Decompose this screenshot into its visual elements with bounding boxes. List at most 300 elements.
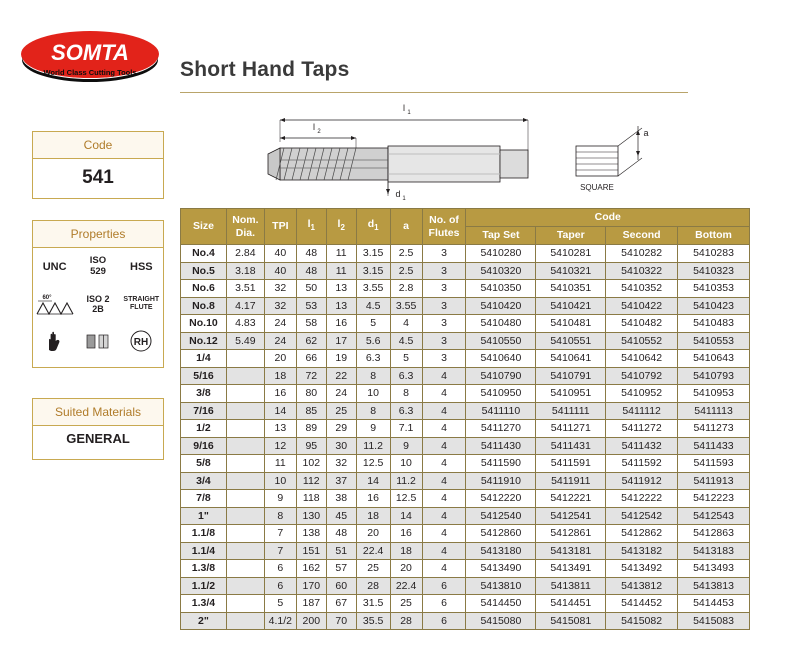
cell-l1: 170 bbox=[296, 577, 326, 595]
table-row bbox=[181, 280, 750, 298]
svg-text:1: 1 bbox=[402, 196, 406, 202]
cell-flutes: 4 bbox=[422, 385, 466, 403]
cell-tap_set: 5412540 bbox=[466, 507, 536, 525]
cell-taper: 5410791 bbox=[536, 367, 606, 385]
cell-d1: 5.6 bbox=[356, 332, 390, 350]
table-header-row-1 bbox=[181, 209, 750, 227]
cell-flutes: 4 bbox=[422, 455, 466, 473]
svg-text:SOMTA: SOMTA bbox=[51, 40, 129, 65]
cell-l2: 24 bbox=[326, 385, 356, 403]
cell-size: 1.1/2 bbox=[181, 577, 227, 595]
properties-grid bbox=[33, 248, 163, 360]
properties-row-1 bbox=[33, 248, 163, 285]
cell-l2: 45 bbox=[326, 507, 356, 525]
th-nom-dia-line1: Nom. bbox=[232, 214, 259, 227]
cell-taper: 5413491 bbox=[536, 560, 606, 578]
cell-l1: 95 bbox=[296, 437, 326, 455]
cell-tpi: 24 bbox=[264, 332, 296, 350]
cell-l1: 187 bbox=[296, 595, 326, 613]
cell-l1: 48 bbox=[296, 262, 326, 280]
cell-flutes: 3 bbox=[422, 245, 466, 263]
cell-second: 5410482 bbox=[606, 315, 678, 333]
cell-taper: 5410321 bbox=[536, 262, 606, 280]
cell-flutes: 4 bbox=[422, 437, 466, 455]
cell-a: 25 bbox=[390, 595, 422, 613]
thread-angle-icon bbox=[33, 290, 76, 318]
svg-text:SQUARE: SQUARE bbox=[580, 183, 614, 192]
cell-l2: 32 bbox=[326, 455, 356, 473]
code-panel-heading: Code bbox=[33, 132, 163, 159]
cell-tpi: 24 bbox=[264, 315, 296, 333]
cell-tap_set: 5415080 bbox=[466, 612, 536, 630]
cell-taper: 5410351 bbox=[536, 280, 606, 298]
cell-l2: 57 bbox=[326, 560, 356, 578]
right-hand-rotation-icon bbox=[120, 328, 163, 354]
cell-nom bbox=[226, 542, 264, 560]
th-code-group: Code bbox=[466, 209, 750, 227]
cell-a: 18 bbox=[390, 542, 422, 560]
flute-line-2: FLUTE bbox=[130, 303, 153, 311]
table-row bbox=[181, 262, 750, 280]
cell-taper: 5412221 bbox=[536, 490, 606, 508]
cell-flutes: 6 bbox=[422, 595, 466, 613]
cell-d1: 12.5 bbox=[356, 455, 390, 473]
cell-d1: 8 bbox=[356, 402, 390, 420]
table-row bbox=[181, 560, 750, 578]
cell-second: 5411432 bbox=[606, 437, 678, 455]
rh-svg bbox=[126, 328, 156, 354]
cell-a: 7.1 bbox=[390, 420, 422, 438]
svg-text:l: l bbox=[403, 103, 405, 113]
cell-flutes: 4 bbox=[422, 402, 466, 420]
cell-second: 5410422 bbox=[606, 297, 678, 315]
cell-a: 20 bbox=[390, 560, 422, 578]
cell-l2: 37 bbox=[326, 472, 356, 490]
cell-d1: 28 bbox=[356, 577, 390, 595]
th-taper: Taper bbox=[536, 227, 606, 245]
table-row bbox=[181, 455, 750, 473]
suited-materials-value: GENERAL bbox=[66, 431, 130, 446]
cell-taper: 5415081 bbox=[536, 612, 606, 630]
cell-nom: 5.49 bbox=[226, 332, 264, 350]
cell-size: 7/8 bbox=[181, 490, 227, 508]
th-flutes-line1: No. of bbox=[429, 214, 459, 227]
cell-size: No.6 bbox=[181, 280, 227, 298]
cell-l1: 50 bbox=[296, 280, 326, 298]
flute-line-1: STRAIGHT bbox=[123, 295, 160, 303]
cell-size: 1/4 bbox=[181, 350, 227, 368]
cell-d1: 3.15 bbox=[356, 245, 390, 263]
cell-size: No.5 bbox=[181, 262, 227, 280]
table-row bbox=[181, 577, 750, 595]
cell-l2: 13 bbox=[326, 280, 356, 298]
cell-flutes: 4 bbox=[422, 560, 466, 578]
th-tpi: TPI bbox=[264, 209, 296, 245]
hand-icon bbox=[33, 328, 76, 354]
cell-a: 28 bbox=[390, 612, 422, 630]
table-row bbox=[181, 490, 750, 508]
cell-bottom: 5410353 bbox=[678, 280, 750, 298]
cell-flutes: 4 bbox=[422, 367, 466, 385]
cell-second: 5411912 bbox=[606, 472, 678, 490]
cell-size: 7/16 bbox=[181, 402, 227, 420]
cell-bottom: 5410553 bbox=[678, 332, 750, 350]
cell-taper: 5410481 bbox=[536, 315, 606, 333]
cell-nom bbox=[226, 350, 264, 368]
cell-taper: 5410281 bbox=[536, 245, 606, 263]
cell-size: 1/2 bbox=[181, 420, 227, 438]
cell-tpi: 20 bbox=[264, 350, 296, 368]
th-flutes bbox=[422, 209, 466, 245]
iso-line-2: 529 bbox=[90, 265, 106, 277]
table-row bbox=[181, 612, 750, 630]
cell-l2: 60 bbox=[326, 577, 356, 595]
cell-second: 5410322 bbox=[606, 262, 678, 280]
svg-text:RH: RH bbox=[134, 337, 149, 349]
cell-taper: 5410421 bbox=[536, 297, 606, 315]
cell-tap_set: 5411270 bbox=[466, 420, 536, 438]
cell-l1: 102 bbox=[296, 455, 326, 473]
logo-svg bbox=[18, 28, 168, 90]
cell-nom bbox=[226, 595, 264, 613]
cell-a: 16 bbox=[390, 525, 422, 543]
th-a: a bbox=[390, 209, 422, 245]
cell-tap_set: 5410550 bbox=[466, 332, 536, 350]
cell-size: 1.1/4 bbox=[181, 542, 227, 560]
cell-a: 9 bbox=[390, 437, 422, 455]
cell-tpi: 8 bbox=[264, 507, 296, 525]
cell-l1: 80 bbox=[296, 385, 326, 403]
cell-second: 5413182 bbox=[606, 542, 678, 560]
cell-flutes: 6 bbox=[422, 612, 466, 630]
cell-l2: 67 bbox=[326, 595, 356, 613]
cell-flutes: 4 bbox=[422, 507, 466, 525]
cell-bottom: 5413183 bbox=[678, 542, 750, 560]
cell-size: 2" bbox=[181, 612, 227, 630]
cell-size: 5/16 bbox=[181, 367, 227, 385]
cell-d1: 10 bbox=[356, 385, 390, 403]
cell-bottom: 5412543 bbox=[678, 507, 750, 525]
cell-flutes: 3 bbox=[422, 350, 466, 368]
cell-second: 5410952 bbox=[606, 385, 678, 403]
cell-flutes: 3 bbox=[422, 280, 466, 298]
cell-tap_set: 5413490 bbox=[466, 560, 536, 578]
cell-size: No.4 bbox=[181, 245, 227, 263]
cell-taper: 5412541 bbox=[536, 507, 606, 525]
cell-tpi: 16 bbox=[264, 385, 296, 403]
cell-tpi: 40 bbox=[264, 262, 296, 280]
svg-text:60°: 60° bbox=[42, 294, 52, 301]
hand-svg bbox=[42, 328, 68, 354]
cell-bottom: 5413813 bbox=[678, 577, 750, 595]
cell-taper: 5411111 bbox=[536, 402, 606, 420]
thread-profile-svg bbox=[35, 290, 75, 318]
cell-tpi: 6 bbox=[264, 560, 296, 578]
svg-text:l: l bbox=[313, 122, 315, 132]
cell-a: 4.5 bbox=[390, 332, 422, 350]
cell-flutes: 3 bbox=[422, 315, 466, 333]
cell-a: 6.3 bbox=[390, 402, 422, 420]
cell-tap_set: 5410480 bbox=[466, 315, 536, 333]
cell-tap_set: 5413810 bbox=[466, 577, 536, 595]
cell-d1: 8 bbox=[356, 367, 390, 385]
th-size: Size bbox=[181, 209, 227, 245]
cell-tpi: 7 bbox=[264, 525, 296, 543]
shank-svg bbox=[83, 330, 113, 352]
cell-tpi: 6 bbox=[264, 577, 296, 595]
cell-second: 5410352 bbox=[606, 280, 678, 298]
cell-nom bbox=[226, 367, 264, 385]
cell-d1: 11.2 bbox=[356, 437, 390, 455]
cell-tpi: 32 bbox=[264, 280, 296, 298]
cell-tpi: 40 bbox=[264, 245, 296, 263]
cell-l2: 17 bbox=[326, 332, 356, 350]
cell-second: 5413812 bbox=[606, 577, 678, 595]
cell-l1: 66 bbox=[296, 350, 326, 368]
cell-taper: 5410551 bbox=[536, 332, 606, 350]
cell-nom bbox=[226, 402, 264, 420]
cell-l1: 151 bbox=[296, 542, 326, 560]
technical-drawing bbox=[180, 96, 688, 204]
th-tap-set: Tap Set bbox=[466, 227, 536, 245]
cell-l2: 11 bbox=[326, 262, 356, 280]
cell-flutes: 6 bbox=[422, 577, 466, 595]
cell-flutes: 4 bbox=[422, 542, 466, 560]
cell-d1: 16 bbox=[356, 490, 390, 508]
cell-l1: 72 bbox=[296, 367, 326, 385]
cell-tap_set: 5410640 bbox=[466, 350, 536, 368]
cell-tpi: 18 bbox=[264, 367, 296, 385]
cell-size: 1.1/8 bbox=[181, 525, 227, 543]
cell-nom: 2.84 bbox=[226, 245, 264, 263]
cell-tpi: 12 bbox=[264, 437, 296, 455]
cell-taper: 5410951 bbox=[536, 385, 606, 403]
table-row bbox=[181, 542, 750, 560]
cell-l2: 25 bbox=[326, 402, 356, 420]
table-row bbox=[181, 385, 750, 403]
cell-taper: 5413181 bbox=[536, 542, 606, 560]
cell-tap_set: 5412220 bbox=[466, 490, 536, 508]
table-row bbox=[181, 297, 750, 315]
cell-tap_set: 5413180 bbox=[466, 542, 536, 560]
cell-tpi: 13 bbox=[264, 420, 296, 438]
cell-nom bbox=[226, 437, 264, 455]
cell-l1: 89 bbox=[296, 420, 326, 438]
cell-d1: 35.5 bbox=[356, 612, 390, 630]
cell-taper: 5411431 bbox=[536, 437, 606, 455]
cell-l2: 30 bbox=[326, 437, 356, 455]
cell-l1: 48 bbox=[296, 245, 326, 263]
cell-nom bbox=[226, 490, 264, 508]
cell-nom bbox=[226, 507, 264, 525]
cell-l1: 162 bbox=[296, 560, 326, 578]
cell-flutes: 4 bbox=[422, 490, 466, 508]
cell-a: 6.3 bbox=[390, 367, 422, 385]
suited-materials-panel bbox=[32, 398, 164, 460]
cell-tap_set: 5410950 bbox=[466, 385, 536, 403]
cell-l2: 51 bbox=[326, 542, 356, 560]
cell-bottom: 5412863 bbox=[678, 525, 750, 543]
table-row bbox=[181, 525, 750, 543]
th-bottom: Bottom bbox=[678, 227, 750, 245]
cell-d1: 5 bbox=[356, 315, 390, 333]
th-d1: $d_1$ bbox=[356, 209, 390, 245]
cell-bottom: 5415083 bbox=[678, 612, 750, 630]
table-header bbox=[181, 209, 750, 245]
table-row bbox=[181, 595, 750, 613]
cell-tpi: 9 bbox=[264, 490, 296, 508]
cell-l1: 85 bbox=[296, 402, 326, 420]
cell-l2: 11 bbox=[326, 245, 356, 263]
cell-taper: 5410641 bbox=[536, 350, 606, 368]
properties-panel-heading: Properties bbox=[33, 221, 163, 248]
th-nom-dia-line2: Dia. bbox=[235, 226, 256, 239]
cell-flutes: 3 bbox=[422, 297, 466, 315]
cell-second: 5414452 bbox=[606, 595, 678, 613]
table-row bbox=[181, 472, 750, 490]
cell-nom bbox=[226, 525, 264, 543]
table-row bbox=[181, 315, 750, 333]
cell-second: 5410792 bbox=[606, 367, 678, 385]
cell-taper: 5411591 bbox=[536, 455, 606, 473]
cell-nom: 3.51 bbox=[226, 280, 264, 298]
cell-bottom: 5411593 bbox=[678, 455, 750, 473]
cell-l1: 138 bbox=[296, 525, 326, 543]
cell-a: 2.5 bbox=[390, 245, 422, 263]
cell-bottom: 5414453 bbox=[678, 595, 750, 613]
cell-l2: 19 bbox=[326, 350, 356, 368]
cell-l2: 29 bbox=[326, 420, 356, 438]
svg-text:1: 1 bbox=[407, 110, 411, 116]
cell-nom bbox=[226, 560, 264, 578]
cell-d1: 9 bbox=[356, 420, 390, 438]
cell-d1: 25 bbox=[356, 560, 390, 578]
cell-d1: 3.55 bbox=[356, 280, 390, 298]
cell-bottom: 5411273 bbox=[678, 420, 750, 438]
cell-tap_set: 5411430 bbox=[466, 437, 536, 455]
cell-nom bbox=[226, 472, 264, 490]
table-row bbox=[181, 332, 750, 350]
th-l1: $l_1$ bbox=[296, 209, 326, 245]
cell-second: 5412222 bbox=[606, 490, 678, 508]
cell-second: 5412862 bbox=[606, 525, 678, 543]
table-row bbox=[181, 437, 750, 455]
table-row bbox=[181, 402, 750, 420]
cell-second: 5411592 bbox=[606, 455, 678, 473]
cell-l1: 200 bbox=[296, 612, 326, 630]
cell-bottom: 5413493 bbox=[678, 560, 750, 578]
cell-nom: 3.18 bbox=[226, 262, 264, 280]
property-material-hss: HSS bbox=[130, 260, 153, 273]
cell-tap_set: 5410420 bbox=[466, 297, 536, 315]
cell-flutes: 3 bbox=[422, 262, 466, 280]
cell-second: 5413492 bbox=[606, 560, 678, 578]
cell-size: 9/16 bbox=[181, 437, 227, 455]
table-row bbox=[181, 507, 750, 525]
cell-second: 5411112 bbox=[606, 402, 678, 420]
cell-d1: 22.4 bbox=[356, 542, 390, 560]
table-row bbox=[181, 367, 750, 385]
cell-size: No.10 bbox=[181, 315, 227, 333]
cell-size: No.12 bbox=[181, 332, 227, 350]
cell-second: 5411272 bbox=[606, 420, 678, 438]
cell-nom bbox=[226, 455, 264, 473]
cell-size: No.8 bbox=[181, 297, 227, 315]
cell-second: 5412542 bbox=[606, 507, 678, 525]
cell-taper: 5414451 bbox=[536, 595, 606, 613]
cell-a: 22.4 bbox=[390, 577, 422, 595]
cell-nom bbox=[226, 577, 264, 595]
cell-tap_set: 5411910 bbox=[466, 472, 536, 490]
cell-tap_set: 5410350 bbox=[466, 280, 536, 298]
title-divider bbox=[180, 92, 688, 93]
code-panel-value: 541 bbox=[82, 167, 114, 188]
cell-l1: 130 bbox=[296, 507, 326, 525]
cell-tap_set: 5414450 bbox=[466, 595, 536, 613]
svg-text:a: a bbox=[643, 128, 649, 138]
cell-d1: 3.15 bbox=[356, 262, 390, 280]
cell-bottom: 5410323 bbox=[678, 262, 750, 280]
cell-bottom: 5410483 bbox=[678, 315, 750, 333]
cell-tpi: 5 bbox=[264, 595, 296, 613]
cell-a: 14 bbox=[390, 507, 422, 525]
property-iso-529 bbox=[76, 256, 119, 278]
cell-l1: 112 bbox=[296, 472, 326, 490]
cell-bottom: 5411113 bbox=[678, 402, 750, 420]
table-row bbox=[181, 420, 750, 438]
shank-icon bbox=[76, 330, 119, 352]
cell-nom bbox=[226, 420, 264, 438]
svg-text:2: 2 bbox=[317, 129, 321, 135]
cell-l1: 62 bbox=[296, 332, 326, 350]
cell-d1: 4.5 bbox=[356, 297, 390, 315]
cell-bottom: 5411913 bbox=[678, 472, 750, 490]
cell-d1: 31.5 bbox=[356, 595, 390, 613]
cell-flutes: 4 bbox=[422, 472, 466, 490]
property-standard-unc: UNC bbox=[42, 260, 67, 273]
cell-a: 10 bbox=[390, 455, 422, 473]
table-row bbox=[181, 350, 750, 368]
cell-tap_set: 5410790 bbox=[466, 367, 536, 385]
cell-taper: 5411271 bbox=[536, 420, 606, 438]
cell-a: 8 bbox=[390, 385, 422, 403]
cell-flutes: 4 bbox=[422, 420, 466, 438]
properties-row-3 bbox=[33, 323, 163, 360]
cell-nom bbox=[226, 612, 264, 630]
cell-bottom: 5412223 bbox=[678, 490, 750, 508]
table-body bbox=[181, 245, 750, 630]
properties-panel bbox=[32, 220, 164, 368]
somta-logo bbox=[18, 28, 168, 90]
th-second: Second bbox=[606, 227, 678, 245]
cell-taper: 5412861 bbox=[536, 525, 606, 543]
cell-bottom: 5410793 bbox=[678, 367, 750, 385]
cell-taper: 5411911 bbox=[536, 472, 606, 490]
cell-l2: 48 bbox=[326, 525, 356, 543]
cell-a: 3.55 bbox=[390, 297, 422, 315]
property-flute-type bbox=[120, 296, 163, 312]
tolerance-line-2: 2B bbox=[92, 303, 104, 314]
cell-taper: 5413811 bbox=[536, 577, 606, 595]
th-l2: $l_2$ bbox=[326, 209, 356, 245]
cell-bottom: 5411433 bbox=[678, 437, 750, 455]
cell-l2: 13 bbox=[326, 297, 356, 315]
cell-tap_set: 5410280 bbox=[466, 245, 536, 263]
cell-d1: 6.3 bbox=[356, 350, 390, 368]
cell-nom bbox=[226, 385, 264, 403]
cell-size: 1" bbox=[181, 507, 227, 525]
cell-size: 5/8 bbox=[181, 455, 227, 473]
